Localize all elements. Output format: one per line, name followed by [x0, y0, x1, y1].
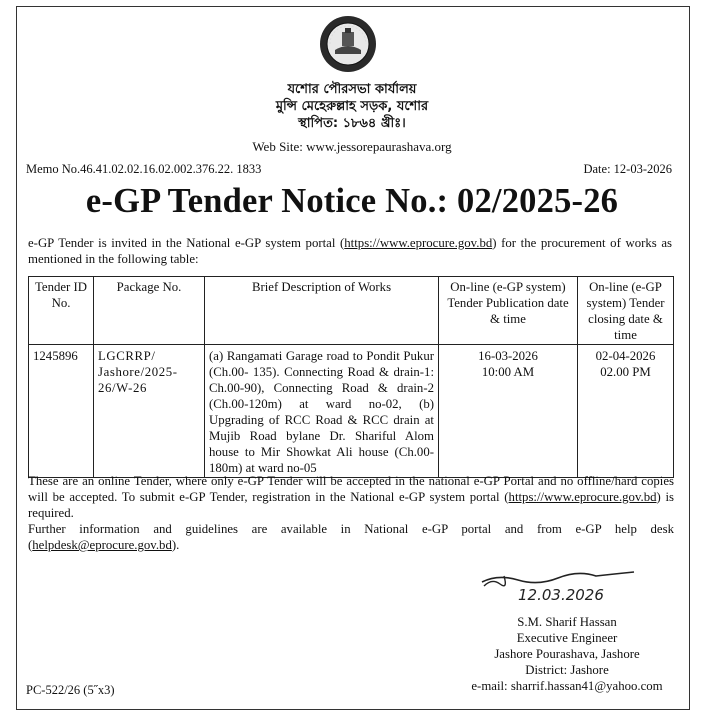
signatory-block [454, 614, 680, 694]
cell-description: (a) Rangamati Garage road to Pondit Pukur (Ch.00- 135). Connecting Road & drain-1: Ch.00-90), Connecting Road & drain-2 (Ch.00-120m) at ward no-02, (b) Upgrading of RCC Road & RCC drain at Mujib Road bylane Dr. Shariful Alom house to Mir Showkat Ali house (Ch.00-180m) at ward no-05 [205, 345, 439, 478]
terms-section [28, 473, 674, 553]
pc-code: PC-522/26 (5˝x3) [26, 683, 115, 697]
handwritten-signature [478, 568, 638, 608]
signatory-office: Jashore Pourashava, Jashore [494, 647, 640, 661]
cell-publication [439, 345, 578, 478]
signatory-district: District: Jashore [525, 663, 609, 677]
helpdesk-email-link[interactable]: helpdesk@eprocure.gov.bd [32, 538, 172, 552]
cell-package: LGCRRP/ Jashore/2025-26/W-26 [94, 345, 205, 478]
established-year: স্থাপিত: ১৮৬৪ খ্রীঃ। [298, 116, 406, 131]
terms-paragraph [28, 473, 674, 521]
intro-text-after: ) for the procurement of works as mentioned in the following table: [28, 236, 673, 266]
terms-text-before: These are an online Tender, where only e-GP Tender will be accepted in the national e-GP Portal and no offline/hard copies will be accepted. To submit e-GP Tender, registration in the National e-GP system portal ( [28, 474, 674, 504]
intro-paragraph [28, 235, 672, 267]
intro-text-before: e-GP Tender is invited in the National e-GP system portal ( [28, 236, 345, 250]
office-name: যশোর পৌরসভা কার্যালয় [287, 82, 417, 97]
helpdesk-text-after: ). [171, 538, 180, 552]
helpdesk-paragraph [28, 521, 674, 553]
office-address: মুন্সি মেহেরুল্লাহ সড়ক, যশোর [275, 99, 429, 114]
table-header-row [29, 277, 674, 345]
header-tender-id: Tender ID No. [29, 277, 94, 345]
terms-text-after: ) is required. [28, 490, 675, 520]
header-package: Package No. [94, 277, 205, 345]
header-closing: On-line (e-GP system) Tender closing date & time [578, 277, 674, 345]
memo-number: Memo No.46.41.02.02.16.02.002.376.22. 1833 [26, 162, 262, 176]
publication-date: 16-03-2026 [478, 349, 538, 363]
cell-tender-id: 1245896 [29, 345, 94, 478]
signature-date: 12.03.2026 [518, 586, 604, 604]
table-row [29, 345, 674, 478]
header-description: Brief Description of Works [205, 277, 439, 345]
eprocure-link[interactable]: https://www.eprocure.gov.bd [344, 236, 493, 250]
cell-closing [578, 345, 674, 478]
notice-title: e-GP Tender Notice No.: 02/2025-26 [85, 182, 619, 220]
signatory-name: S.M. Sharif Hassan [517, 615, 617, 629]
tender-table [28, 276, 674, 478]
helpdesk-text-before: Further information and guidelines are available in National e-GP portal and from e-GP help desk ( [28, 522, 674, 552]
publication-time: 10:00 AM [481, 365, 535, 379]
closing-date: 02-04-2026 [595, 349, 656, 363]
closing-time: 02.00 PM [600, 365, 651, 379]
municipality-seal-logo [318, 14, 378, 74]
eprocure-link-2[interactable]: https://www.eprocure.gov.bd [508, 490, 657, 504]
signatory-email: e-mail: sharrif.hassan41@yahoo.com [471, 679, 663, 693]
header-publication: On-line (e-GP system) Tender Publication date & time [439, 277, 578, 345]
memo-date: Date: 12-03-2026 [583, 162, 672, 176]
website: Web Site: www.jessorepaurashava.org [252, 139, 452, 154]
signatory-designation: Executive Engineer [516, 631, 618, 645]
